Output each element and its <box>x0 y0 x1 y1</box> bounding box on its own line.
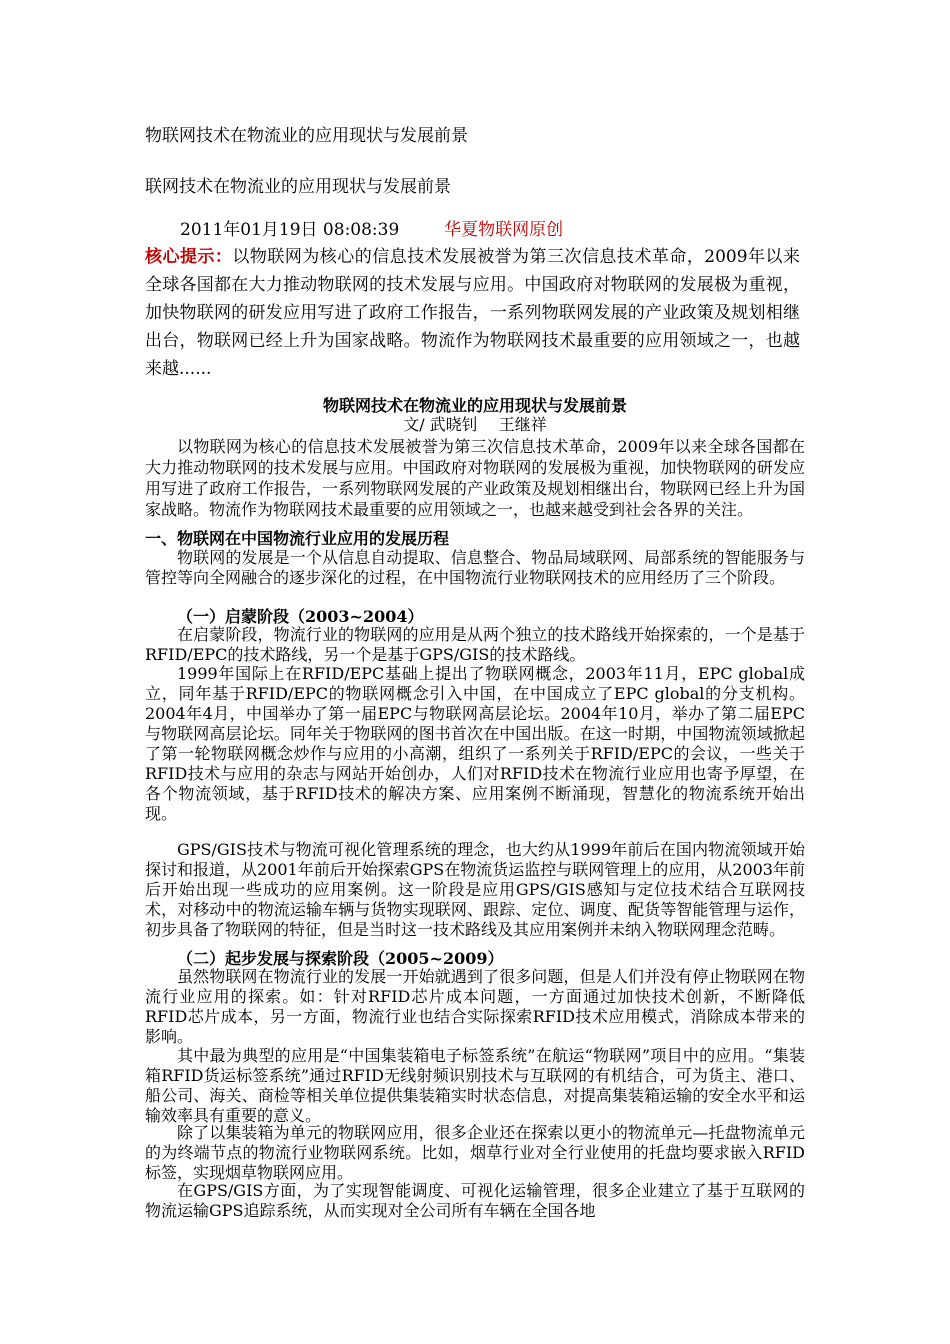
core-label: 核心提示： <box>145 247 233 267</box>
paragraph-gps-tracking: 在GPS/GIS方面，为了实现智能调度、可视化运输管理，很多企业建立了基于互联网的物流运输GPS追踪系统，从而实现对全公司所有车辆在全国各地 <box>145 1181 805 1220</box>
paragraph-development: 物联网的发展是一个从信息自动提取、信息整合、物品局域联网、局部系统的智能服务与管控等向全网融合的逐步深化的过程，在中国物流行业物联网技术的应用经历了三个阶段。 <box>145 548 805 587</box>
doc-title-2: 联网技术在物流业的应用现状与发展前景 <box>145 177 451 197</box>
subsection-heading-2: （二）起步发展与探索阶段（2005~2009） <box>177 949 504 968</box>
section-heading-1: 一、物联网在中国物流行业应用的发展历程 <box>145 529 450 548</box>
paragraph-enlightenment: 在启蒙阶段，物流行业的物联网的应用是从两个独立的技术路线开始探索的，一个是基于RFID/EPC的技术路线，另一个是基于GPS/GIS的技术路线。 <box>145 625 805 664</box>
doc-title-1: 物联网技术在物流业的应用现状与发展前景 <box>145 126 468 146</box>
paragraph-pallet: 除了以集装箱为单元的物联网应用，很多企业还在探索以更小的物流单元—托盘物流单元的为终端节点的物流行业物联网系统。比如，烟草行业对全行业使用的托盘均要求嵌入RFID标签，实现烟草物联网应用。 <box>145 1123 805 1182</box>
subsection-heading-1: （一）启蒙阶段（2003~2004） <box>177 607 424 626</box>
publish-info <box>180 219 563 241</box>
paragraph-container: 其中最为典型的应用是“中国集装箱电子标签系统”在航运“物联网”项目中的应用。“集装箱RFID货运标签系统”通过RFID无线射频识别技术与互联网的有机结合，可为货主、港口、船公司、海关、商检等相关单位提供集装箱实时状态信息，对提高集装箱运输的安全水平和运输效率具有重要的意义。 <box>145 1046 805 1125</box>
publish-datetime: 2011年01月19日 08:08:39 <box>180 220 400 240</box>
core-summary <box>145 243 800 383</box>
article-title: 物联网技术在物流业的应用现状与发展前景 <box>322 396 627 415</box>
paragraph-exploration: 虽然物联网在物流行业的发展一开始就遇到了很多问题，但是人们并没有停止物联网在物流行业应用的探索。如：针对RFID芯片成本问题，一方面通过加快技术创新，不断降低RFID芯片成本，另一方面，物流行业也结合实际探索RFID技术应用模式，消除成本带来的影响。 <box>145 967 805 1046</box>
core-text: 以物联网为核心的信息技术发展被誉为第三次信息技术革命，2009年以来全球各国都在大力推动物联网的技术发展与应用。中国政府对物联网的发展极为重视，加快物联网的研发应用写进了政府工作报告，一系列物联网发展的产业政策及规划相继出台，物联网已经上升为国家战略。物流作为物联网技术最重要的应用领域之一，也越来越...... <box>145 247 800 379</box>
paragraph-intro: 以物联网为核心的信息技术发展被誉为第三次信息技术革命，2009年以来全球各国都在大力推动物联网的技术发展与应用。中国政府对物联网的发展极为重视，加快物联网的研发应用写进了政府工作报告，一系列物联网发展的产业政策及规划相继出台，物联网已经上升为国家战略。物流作为物联网技术最重要的应用领域之一，也越来越受到社会各界的关注。 <box>145 437 805 519</box>
source-link[interactable]: 华夏物联网原创 <box>444 220 564 240</box>
paragraph-gps-gis: GPS/GIS技术与物流可视化管理系统的理念，也大约从1999年前后在国内物流领域开始探讨和报道，从2001年前后开始探索GPS在物流货运监控与联网管理上的应用，从2003年前后开始出现一些成功的应用案例。这一阶段是应用GPS/GIS感知与定位技术结合互联网技术，对移动中的物流运输车辆与货物实现联网、跟踪、定位、调度、配货等智能管理与运作，初步具备了物联网的特征，但是当时这一技术路线及其应用案例并未纳入物联网理念范畴。 <box>145 840 805 939</box>
paragraph-rfid-history: 1999年国际上在RFID/EPC基础上提出了物联网概念，2003年11月，EPC global成立，同年基于RFID/EPC的物联网概念引入中国，在中国成立了EPC global的分支机构。2004年4月，中国举办了第一届EPC与物联网高层论坛。2004年10月，举办了第二届EPC与物联网高层论坛。同年关于物联网的图书首次在中国出版。在这一时期，中国物流领域掀起了第一轮物联网概念炒作与应用的小高潮，组织了一系列关于RFID/EPC的会议，一些关于RFID技术与应用的杂志与网站开始创办，人们对RFID技术在物流行业应用也寄予厚望，在各个物流领域，基于RFID技术的解决方案、应用案例不断涌现，智慧化的物流系统开始出现。 <box>145 664 805 823</box>
article-author: 文/ 武晓钊 王继祥 <box>403 415 547 434</box>
